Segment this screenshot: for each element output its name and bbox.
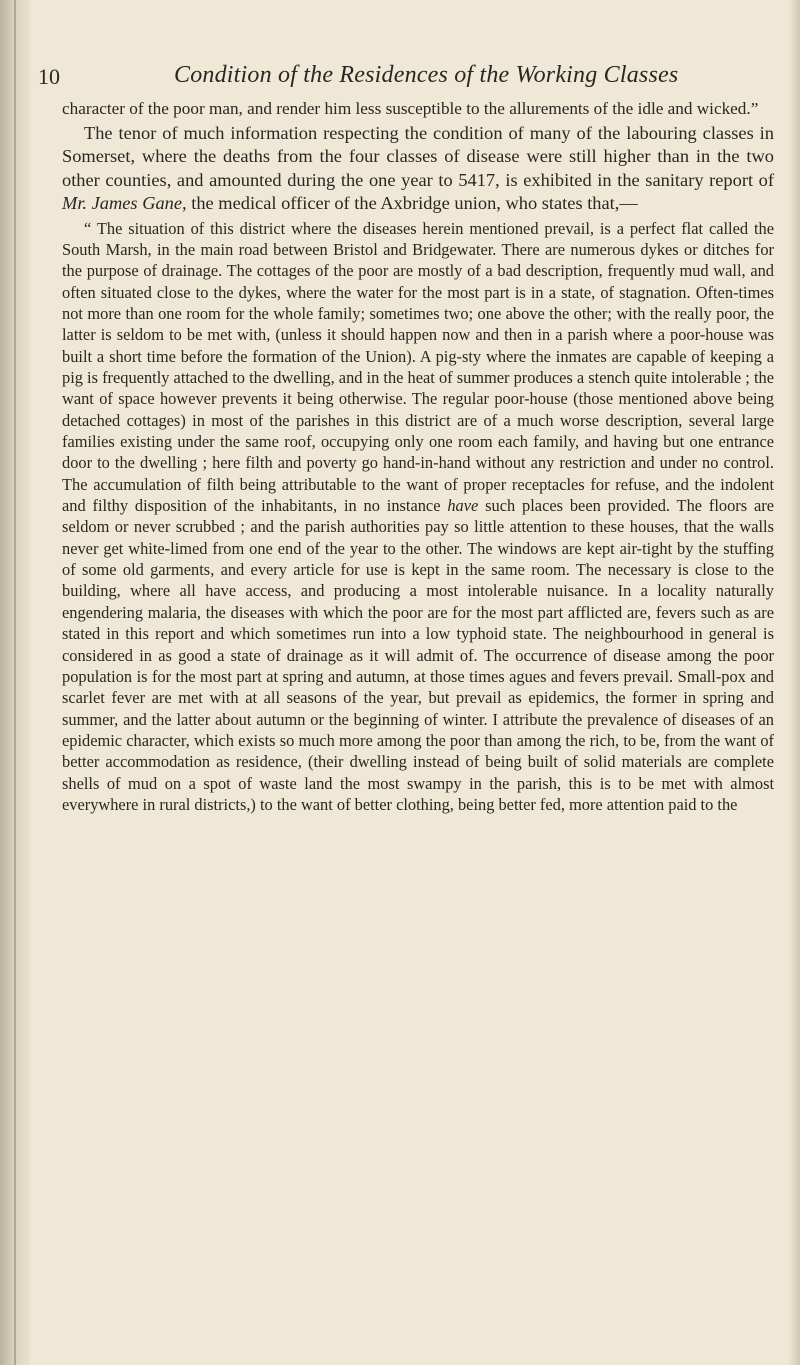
intro-paragraph [62, 122, 774, 216]
quote-part-2: such places been provided. The floors are seldom or never scrubbed ; and the parish authorities pay so little attention to these houses, that the walls never get white-limed from one end of the year to the other. The windows are kept air-tight by the stuffing of some old garments, and every article for use is kept in the same room. The necessary is close to the building, where all have access, and producing a most intolerable nuisance. In a locality naturally engendering malaria, the diseases with which the poor are for the most part afflicted are, fevers such as are stated in this report and which sometimes run into a low typhoid state. The neighbourhood in general is considered in as good a state of drainage as it will admit of. The occurrence of disease among the poor population is for the most part at spring and autumn, at those times agues and fevers prevail. Small-pox and scarlet fever are met with at all seasons of the year, but prevail as epidemics, the former in spring and summer, and the latter about autumn or the beginning of winter. I attribute the prevalence of diseases of an epidemic character, which exists so much more among the poor than among the rich, to be, from the want of better accommodation as residence, (their dwelling instead of being built of solid materials are complete shells of mud on a spot of waste land the most swampy in the parish, this is to be met with almost everywhere in rural districts,) to the want of better clothing, being better fed, more attention paid to the [62, 496, 774, 814]
page-edge [788, 0, 800, 1365]
binding-edge [14, 0, 16, 1365]
page-body [38, 98, 778, 815]
intro-text-end: the medical officer of the Axbridge union, who states that,— [186, 193, 638, 214]
running-title: Condition of the Residences of the Working Classes [174, 62, 679, 88]
intro-text: The tenor of much information respecting the condition of many of the labouring classes in Somerset, where the deaths from the four classes of disease were still higher than in the two other counties, and amounted during the one year to 5417, is exhibited in the sanitary report of [62, 123, 774, 190]
page-number: 10 [38, 64, 60, 89]
emphasis-word: have [447, 496, 479, 516]
quoted-report [62, 218, 774, 816]
quote-part-1: “ The situation of this district where the diseases herein mentioned prevail, is a perfect flat called the South Marsh, in the main road between Bristol and Bridgewater. There are numerous dykes or ditches for the purpose of drainage. The cottages of the poor are mostly of a bad description, frequently mud wall, and often situated close to the dykes, where the water for the most part is in a state, of stagnation. Often-times not more than one room for the whole family; sometimes two; one above the other; with the really poor, the latter is seldom to be met with, (unless it should happen now and then in a parish where a poor-house was built a short time before the formation of the Union). A pig-sty where the inmates are capable of keeping a pig is frequently attached to the dwelling, and in the heat of summer produces a stench quite intolerable ; the want of space however prevents it being otherwise. The regular poor-house (those mentioned above being detached cottages) in most of the parishes in this district are of a much worse description, several large families existing under the same roof, occupying only one room each family, and having but one entrance door to the dwelling ; here filth and poverty go hand-in-hand without any restriction and under no control. The accumulation of filth being attributable to the want of proper receptacles for refuse, and the indolent and filthy disposition of the inhabitants, in no instance [62, 218, 774, 516]
continuation-paragraph: character of the poor man, and render him less susceptible to the allurements of the idle and wicked.” [62, 99, 759, 118]
page-header [38, 56, 778, 98]
officer-name: Mr. James Gane, [62, 193, 187, 214]
book-page [38, 56, 778, 815]
